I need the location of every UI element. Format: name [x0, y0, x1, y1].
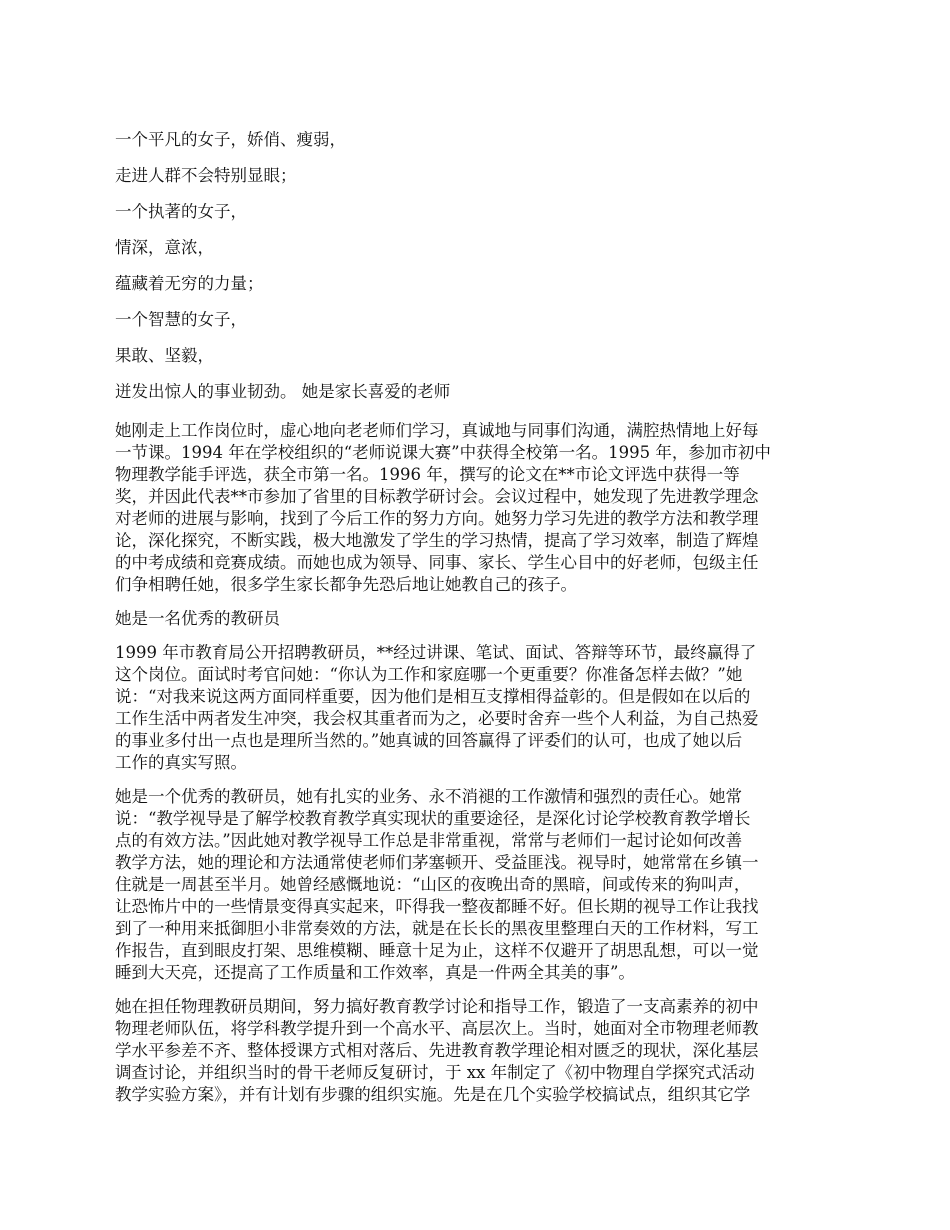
text-line: 工作生活中两者发生冲突，我会权其重者而为之，必要时舍弃一些个人利益，为自己热爱	[115, 709, 759, 728]
text-line: 点的有效方法。”因此她对教学视导工作总是非常重视，常常与老师们一起讨论如何改善	[115, 831, 743, 850]
text-line: 论，深化探究，不断实践，极大地激发了学生的学习热情，提高了学习效率，制造了辉煌	[115, 531, 759, 550]
text-line: 她在担任物理教研员期间，努力搞好教育教学讨论和指导工作，锻造了一支高素养的初中	[115, 997, 759, 1016]
text-line: 工作的真实写照。	[115, 753, 247, 772]
poem-line: 走进人群不会特别显眼；	[115, 166, 297, 185]
text-line: 教学实验方案》，并有计划有步骤的组织实施。先是在几个实验学校搞试点，组织其它学	[115, 1085, 751, 1104]
text-line: 物理老师队伍，将学科教学提升到一个高水平、高层次上。当时，她面对全市物理老师教	[115, 1019, 759, 1038]
paragraph-2	[115, 642, 840, 774]
text-line: 说：“教学视导是了解学校教育教学真实现状的重要途径，是深化讨论学校教育教学增长	[115, 809, 751, 828]
text-line: 让恐怖片中的一些情景变得真实起来，吓得我一整夜都睡不好。但长期的视导工作让我找	[115, 897, 759, 916]
text-line: 们争相聘任她，很多学生家长都争先恐后地让她教自己的孩子。	[115, 575, 577, 594]
paragraph-3	[115, 786, 840, 984]
text-line: 教学方法，她的理论和方法通常使老师们茅塞顿开、受益匪浅。视导时，她常常在乡镇一	[115, 853, 759, 872]
document-body	[115, 122, 840, 1106]
text-line: 她是一个优秀的教研员，她有扎实的业务、永不消褪的工作激情和强烈的责任心。她常	[115, 787, 742, 806]
section-heading: 她是一名优秀的教研员	[115, 609, 280, 628]
poem	[115, 122, 840, 410]
text-line: 她刚走上工作岗位时，虚心地向老老师们学习，真诚地与同事们沟通，满腔热情地上好每	[115, 421, 759, 440]
text-line: 的中考成绩和竞赛成绩。而她也成为领导、同事、家长、学生心目中的好老师，包级主任	[115, 553, 759, 572]
text-line: 到了一种用来抵御胆小非常奏效的方法，就是在长长的黑夜里整理白天的工作材料，写工	[115, 919, 759, 938]
poem-line: 蕴藏着无穷的力量；	[115, 274, 264, 293]
text-line: 1999 年市教育局公开招聘教研员，**经过讲课、笔试、面试、答辩等环节，最终赢得了	[115, 643, 757, 662]
text-line: 说：“对我来说这两方面同样重要，因为他们是相互支撑相得益彰的。但是假如在以后的	[115, 687, 751, 706]
text-line: 奖，并因此代表**市参加了省里的目标教学研讨会。会议过程中，她发现了先进教学理念	[115, 487, 759, 506]
poem-line: 一个智慧的女子，	[115, 310, 247, 329]
text-line: 对老师的进展与影响，找到了今后工作的努力方向。她努力学习先进的教学方法和教学理	[115, 509, 759, 528]
text-line: 物理教学能手评选，获全市第一名。1996 年，撰写的论文在**市论文评选中获得一等	[115, 465, 740, 484]
poem-line: 情深，意浓，	[115, 238, 214, 257]
text-line: 作报告，直到眼皮打架、思维模糊、睡意十足为止，这样不仅避开了胡思乱想，可以一觉	[115, 941, 759, 960]
poem-line: 一个平凡的女子，娇俏、瘦弱，	[115, 130, 346, 149]
text-line: 住就是一周甚至半月。她曾经感慨地说：“山区的夜晚出奇的黑暗，间或传来的狗叫声，	[115, 875, 751, 894]
text-line: 一节课。1994 年在学校组织的“老师说课大赛”中获得全校第一名。1995 年，参加市初中	[115, 443, 771, 462]
poem-line: 果敢、坚毅，	[115, 346, 214, 365]
text-line: 这个岗位。面试时考官问她：“你认为工作和家庭哪一个更重要？你准备怎样去做？”她	[115, 665, 743, 684]
poem-line: 一个执著的女子，	[115, 202, 247, 221]
text-line: 睡到大天亮，还提高了工作质量和工作效率，真是一件两全其美的事”。	[115, 963, 635, 982]
text-line: 调查讨论，并组织当时的骨干老师反复研讨，于 xx 年制定了《初中物理自学探究式活动	[115, 1063, 755, 1082]
text-line: 的事业多付出一点也是理所当然的。”她真诚的回答赢得了评委们的认可，也成了她以后	[115, 731, 743, 750]
poem-line: 迸发出惊人的事业韧劲。 她是家长喜爱的老师	[115, 382, 451, 401]
text-line: 学水平参差不齐、整体授课方式相对落后、先进教育教学理论相对匮乏的现状，深化基层	[115, 1041, 759, 1060]
paragraph-1	[115, 420, 840, 596]
paragraph-4	[115, 996, 840, 1106]
